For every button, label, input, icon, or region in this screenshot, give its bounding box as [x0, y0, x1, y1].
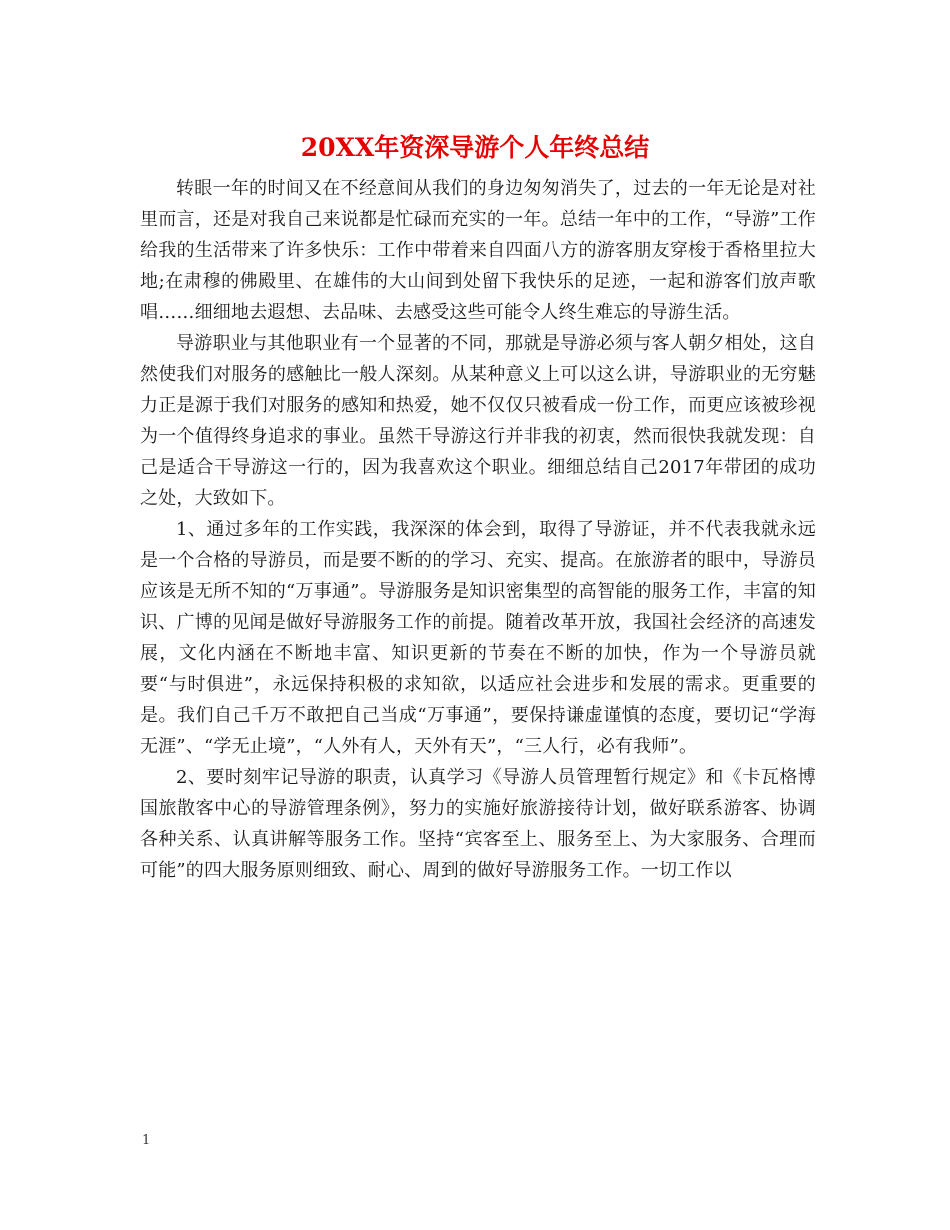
paragraph-4: 2、要时刻牢记导游的职责，认真学习《导游人员管理暂行规定》和《卡瓦格博国旅散客中心的导游管理条例》，努力的实施好旅游接待计划，做好联系游客、协调各种关系、认真讲解等服务工作。坚持“宾客至上、服务至上、为大家服务、合理而可能”的四大服务原则细致、耐心、周到的做好导游服务工作。一切工作以 — [140, 767, 816, 881]
paragraph-1: 转眼一年的时间又在不经意间从我们的身边匆匆消失了，过去的一年无论是对社里而言，还是对我自己来说都是忙碌而充实的一年。总结一年中的工作，“导游”工作给我的生活带来了许多快乐：工作中带着来自四面八方的游客朋友穿梭于香格里拉大地;在肃穆的佛殿里、在雄伟的大山间到处留下我快乐的足迹，一起和游客们放声歌唱……细细地去遐想、去品味、去感受这些可能令人终生难忘的导游生活。 — [140, 178, 816, 323]
paragraph-2: 导游职业与其他职业有一个显著的不同，那就是导游必须与客人朝夕相处，这自然使我们对服务的感触比一般人深刻。从某种意义上可以这么讲，导游职业的无穷魅力正是源于我们对服务的感知和热爱，她不仅仅只被看成一份工作，而更应该被珍视为一个值得终身追求的事业。虽然干导游这行并非我的初衷，然而很快我就发现：自己是适合干导游这一行的，因为我喜欢这个职业。细细总结自己2017年带团的成功之处，大致如下。 — [140, 333, 816, 509]
document-title: 20XX年资深导游个人年终总结 — [300, 133, 650, 162]
paragraph-3: 1、通过多年的工作实践，我深深的体会到，取得了导游证，并不代表我就永远是一个合格的导游员，而是要不断的的学习、充实、提高。在旅游者的眼中，导游员应该是无所不知的“万事通”。导游服务是知识密集型的高智能的服务工作，丰富的知识、广博的见闻是做好导游服务工作的前提。随着改革开放，我国社会经济的高速发展，文化内涵在不断地丰富、知识更新的节奏在不断的加快，作为一个导游员就要“与时俱进”，永远保持积极的求知欲，以适应社会进步和发展的需求。更重要的是。我们自己千万不敢把自己当成“万事通”，要保持谦虚谨慎的态度，要切记“学海无涯”、“学无止境”，“人外有人，天外有天”，“三人行，必有我师”。 — [140, 519, 816, 757]
page-number: 1 — [142, 1133, 151, 1148]
document-body — [140, 173, 816, 886]
